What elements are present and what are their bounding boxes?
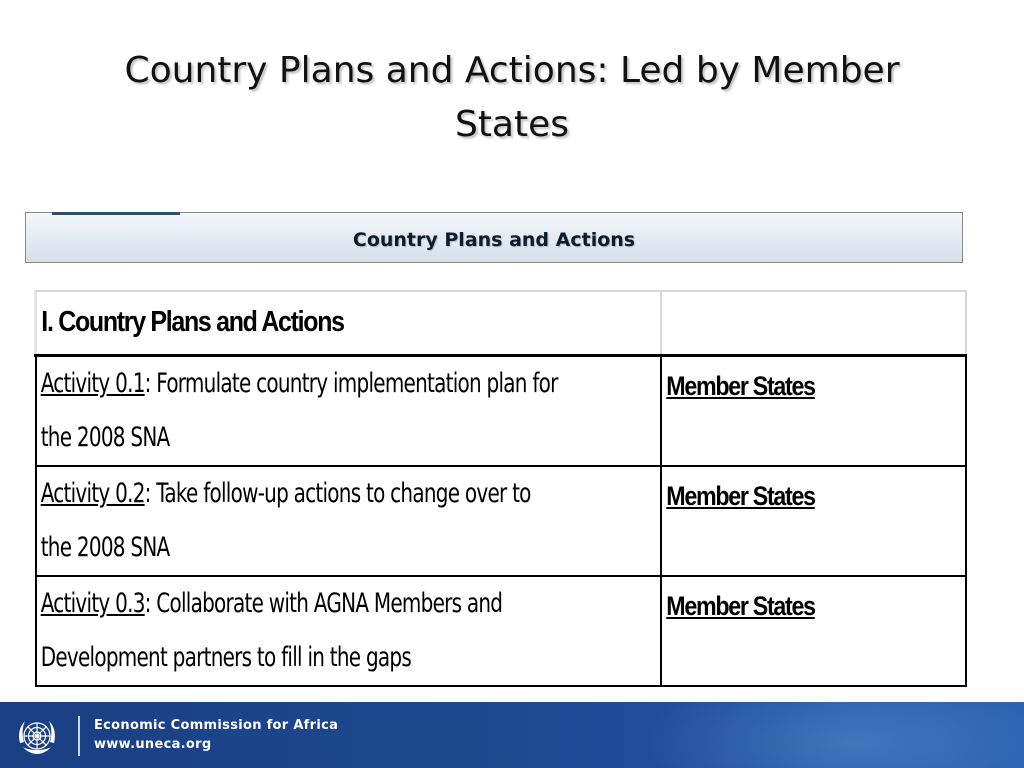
table-row (36, 466, 966, 576)
activity-cell (36, 576, 661, 686)
slide-title (60, 44, 964, 152)
activity-cell (36, 466, 661, 576)
activity-text-line-1: : Take follow-up actions to change over to (144, 477, 531, 509)
table-header-row (36, 291, 966, 355)
activity-description (37, 577, 655, 685)
table-row (36, 355, 966, 466)
activity-text-line-2: the 2008 SNA (40, 531, 169, 563)
owner-cell (661, 576, 966, 686)
footer-glow (644, 702, 1024, 768)
activity-cell (36, 355, 661, 466)
activity-description (37, 467, 655, 575)
country-plans-table (34, 290, 967, 687)
owner-cell (661, 355, 966, 466)
slide-title-line-1: Country Plans and Actions: Led by Member (124, 50, 900, 91)
owner-label: Member States (665, 370, 815, 401)
activity-description (37, 357, 655, 465)
footer-organization: Economic Commission for Africa (94, 718, 339, 733)
section-banner (25, 212, 963, 263)
footer-divider (78, 716, 80, 756)
activity-id: Activity 0.3 (40, 587, 145, 619)
un-emblem-icon (14, 713, 60, 759)
slide-title-line-2: States (454, 104, 570, 145)
activity-text-line-2: Development partners to fill in the gaps (40, 641, 411, 673)
activity-text-line-1: : Collaborate with AGNA Members and (144, 587, 502, 619)
section-heading-cell (36, 291, 661, 355)
activity-id: Activity 0.1 (40, 367, 145, 399)
owner-label: Member States (665, 480, 815, 511)
footer-bar (0, 702, 1024, 768)
banner-tab-edge (52, 212, 180, 215)
section-heading: I. Country Plans and Actions (41, 306, 344, 338)
activity-text-line-1: : Formulate country implementation plan for (144, 367, 558, 399)
owner-label: Member States (665, 590, 815, 621)
table-row (36, 576, 966, 686)
activity-text-line-2: the 2008 SNA (40, 421, 169, 453)
section-banner-label: Country Plans and Actions (352, 228, 636, 251)
owner-cell (661, 466, 966, 576)
footer-url: www.uneca.org (94, 737, 212, 752)
activity-id: Activity 0.2 (40, 477, 145, 509)
empty-header-cell (661, 291, 966, 355)
